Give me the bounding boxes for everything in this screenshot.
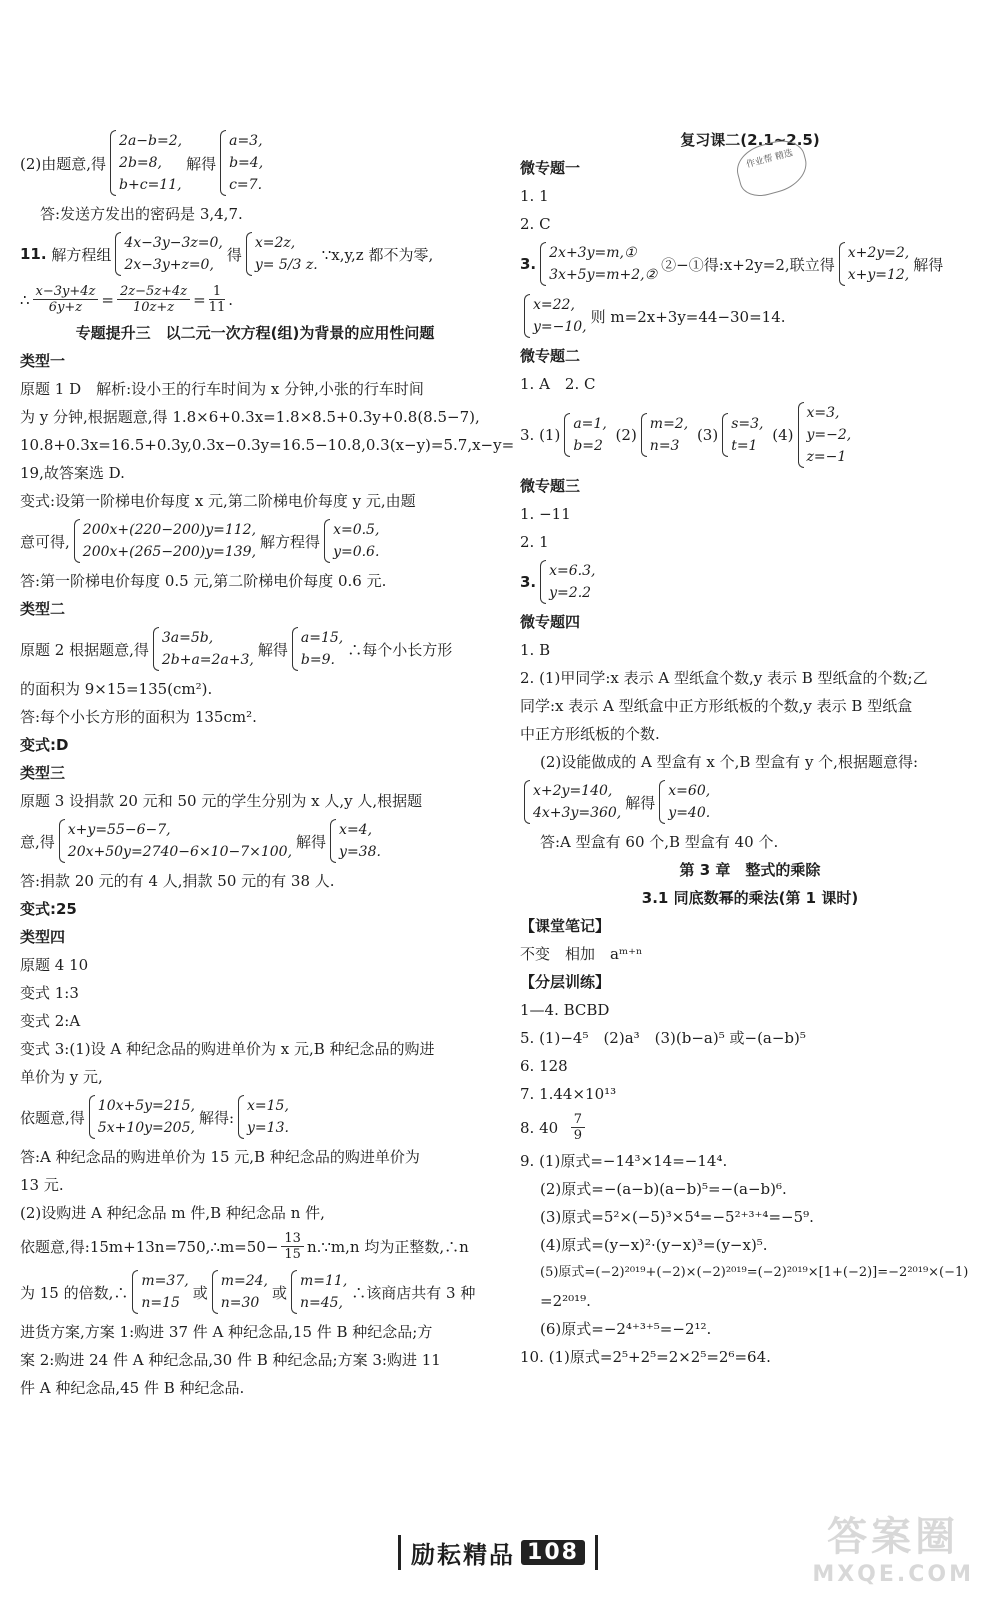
equation-row: m=24,: [220, 1273, 268, 1289]
micro-topic-2: 微专题二: [520, 347, 581, 365]
v4-1: 变式 1:3: [20, 984, 79, 1002]
equation-rows: [668, 780, 710, 824]
m2-item3-part3-label: (3): [696, 426, 719, 444]
equation-row: m=11,: [300, 1273, 348, 1289]
watermark-line1: 答案圈: [827, 1514, 960, 1560]
equation-row: y=2.2: [549, 585, 592, 601]
m4-solve-word: 解得: [625, 793, 656, 812]
q11: [20, 228, 490, 280]
q3-line1: 原题 3 设捐款 20 元和 50 元的学生分别为 x 人,y 人,根据题: [20, 792, 423, 810]
q3-system-line: [20, 815, 490, 867]
v4-3-solution-2: [212, 1270, 268, 1314]
q11-system-2: x=2z, y= 5/3 z.: [246, 232, 318, 276]
q2-solve-word: 解得: [257, 640, 288, 659]
equation-row: b=9.: [300, 652, 335, 668]
t1-4: 1—4. BCBD: [520, 1001, 610, 1019]
equation-row: x=60,: [668, 783, 711, 799]
m1-system-2: [839, 242, 910, 286]
q2-line2: 的面积为 9×15=135(cm²).: [20, 680, 213, 698]
v2: 变式:D: [20, 736, 69, 754]
v1-solve-word: 解方程得: [260, 532, 321, 551]
equation-row: y=38.: [339, 844, 381, 860]
equation-rows: [124, 232, 222, 276]
equation-row: n=30: [220, 1295, 260, 1311]
equation-row: x=22,: [533, 297, 575, 313]
m4-system-2: [659, 780, 710, 824]
equation-row: y=−2,: [806, 427, 852, 443]
q2-answer: 答:每个小长方形的面积为 135cm².: [20, 708, 257, 726]
equation-row: 200x+(265−200)y=139,: [82, 544, 257, 560]
m1-item3-number: 3.: [520, 255, 537, 273]
q1-line3: 10.8+0.3x=16.5+0.3y,0.3x−0.3y=16.5−10.8,0.3(x−y)=5.7,x−y=: [20, 436, 515, 454]
q11-get-word: 得: [226, 245, 242, 264]
type2-heading: 类型二: [20, 600, 66, 618]
equation-rows: [301, 627, 343, 671]
equation-row: t=1: [731, 438, 758, 454]
v1-system-line: [20, 515, 490, 567]
q2-system-2: [292, 627, 343, 671]
equation-row: 2x−3y+z=0,: [124, 257, 214, 273]
topic3-title: 专题提升三 以二元一次方程(组)为背景的应用性问题: [75, 324, 435, 342]
v4-3-system-2: [238, 1095, 289, 1139]
v4-3-part2-line6: 件 A 种纪念品,45 件 B 种纪念品.: [20, 1379, 245, 1397]
m1-item2: 2. C: [520, 215, 551, 233]
equation-row: m=2,: [649, 416, 689, 432]
m4-item2-line3: 中正方形纸板的个数.: [520, 725, 660, 743]
v4-3-part2-line3: [20, 1266, 490, 1318]
v4-3-part2-line4: 进货方案,方案 1:购进 37 件 A 种纪念品,15 件 B 种纪念品;方: [20, 1323, 433, 1341]
notes-content: 不变 相加 aᵐ⁺ⁿ: [520, 945, 643, 963]
m2-solution-4: [798, 402, 852, 468]
m2-item3: [520, 398, 980, 472]
or-word-1: 或: [192, 1283, 208, 1302]
equation-rows: [549, 242, 657, 286]
micro-topic-3: 微专题三: [520, 477, 581, 495]
equation-rows: [339, 819, 381, 863]
fraction-7-9: $\frac{7}{9}$: [571, 1112, 585, 1143]
fraction-13-15: $\frac{13}{15}$: [281, 1231, 304, 1262]
equation-row: a=15,: [300, 630, 344, 646]
t7: 7. 1.44×10¹³: [520, 1085, 617, 1103]
q10-part2: [20, 126, 490, 200]
q3-system-1: [59, 819, 292, 863]
equation-row: x+2y=140,: [533, 783, 613, 799]
equation-row: b=2: [573, 438, 603, 454]
t9-4: (4)原式=(y−x)²·(y−x)³=(y−x)⁵.: [540, 1236, 768, 1254]
equation-row: c=7.: [229, 177, 263, 193]
equation-row: x=15,: [247, 1098, 289, 1114]
q11-fraction-line: ∴ $\frac{x-3y+4z}{6y+z}$ = $\frac{2z-5z+4z}{10z+z}$ = $\frac{1}{11}$ .: [20, 284, 234, 315]
m1-system-1: [540, 242, 657, 286]
q3-prefix: 意,得: [20, 832, 55, 851]
equation-row: x+y=55−6−7,: [67, 822, 171, 838]
m4-item2-line4: (2)设能做成的 A 型盒有 x 个,B 型盒有 y 个,根据题意得:: [540, 753, 919, 771]
v4-3-answer2: 13 元.: [20, 1176, 64, 1194]
m4-item2-line1: 2. (1)甲同学:x 表示 A 型纸盒个数,y 表示 B 型纸盒的个数;乙: [520, 669, 928, 687]
notes-label: 【课堂笔记】: [520, 917, 611, 935]
equation-row: 10x+5y=215,: [97, 1098, 195, 1114]
t9-6: (6)原式=−2⁴⁺³⁺⁵=−2¹².: [540, 1320, 712, 1338]
equation-rows: [247, 1095, 289, 1139]
m2-item3-part1-label: 3. (1): [520, 426, 561, 444]
q11-prefix: 解方程组: [51, 245, 112, 264]
q2-prefix: 原题 2 根据题意,得: [20, 640, 149, 659]
t10: 10. (1)原式=2⁵+2⁵=2×2⁵=2⁶=64.: [520, 1348, 771, 1366]
v4-3-line2: 单价为 y 元,: [20, 1068, 103, 1086]
m3-item2: 2. 1: [520, 533, 549, 551]
m3-item3: [520, 556, 980, 608]
t9-2: (2)原式=−(a−b)(a−b)⁵=−(a−b)⁶.: [540, 1180, 787, 1198]
v4-3-multiple-text: 为 15 的倍数,∴: [20, 1283, 129, 1302]
v1-line1: 变式:设第一阶梯电价每度 x 元,第二阶梯电价每度 y 元,由题: [20, 492, 416, 510]
t8: [520, 1108, 980, 1147]
equation-row: z=−1: [806, 449, 847, 465]
equation-row: 2a−b=2,: [119, 133, 183, 149]
or-word-2: 或: [271, 1283, 287, 1302]
fraction-3: $\frac{1}{11}$: [208, 284, 226, 315]
equation-row: 3x+5y=m+2,②: [549, 267, 658, 283]
equation-rows: [650, 413, 688, 457]
m3-item3-number: 3.: [520, 573, 537, 591]
micro-topic-4: 微专题四: [520, 613, 581, 631]
q2-suffix: ∴每个小长方形: [347, 640, 453, 659]
q4: 原题 4 10: [20, 956, 89, 974]
equation-row: y=13.: [247, 1120, 289, 1136]
q11-number: 11.: [20, 245, 47, 263]
equation-row: x=0.5,: [333, 522, 380, 538]
v4-3-prefix: 依题意,得: [20, 1108, 85, 1127]
equation-rows: [533, 294, 587, 338]
t5: 5. (1)−4⁵ (2)a³ (3)(b−a)⁵ 或−(a−b)⁵: [520, 1029, 806, 1047]
v1-system-2: [324, 519, 379, 563]
left-column: [20, 126, 515, 1402]
equation-row: 2x+3y=m,①: [549, 245, 637, 261]
equation-rows: [573, 413, 606, 457]
m4-system-1: [524, 780, 621, 824]
v1-system-1: [74, 519, 256, 563]
v4-3-part2-line5: 案 2:购进 24 件 A 种纪念品,30 件 B 种纪念品;方案 3:购进 11: [20, 1351, 441, 1369]
equation-row: a=1,: [573, 416, 607, 432]
micro-topic-1: 微专题一: [520, 159, 581, 177]
equation-row: n=15: [141, 1295, 180, 1311]
m2-item3-part2-label: (2): [615, 426, 637, 444]
chapter3-title: 第 3 章 整式的乘除: [679, 861, 821, 879]
v4-3-solve-word: 解得:: [198, 1108, 235, 1127]
equation-row: 2b=8,: [119, 155, 162, 171]
equation-rows: [83, 519, 256, 563]
v4-3-system-line: [20, 1091, 490, 1143]
v4-2: 变式 2:A: [20, 1012, 81, 1030]
equation-rows: [229, 130, 263, 196]
equation-row: 200x+(220−200)y=112,: [82, 522, 257, 538]
equation-row: m=37,: [141, 1273, 189, 1289]
brand-text: 励耘精品: [411, 1541, 516, 1569]
equation-rows: [848, 242, 910, 286]
t6: 6. 128: [520, 1057, 568, 1075]
fraction-2: $\frac{2z-5z+4z}{10z+z}$: [117, 284, 190, 315]
m3-item1: 1. −11: [520, 505, 571, 523]
t9-3: (3)原式=5²×(−5)³×5⁴=−5²⁺³⁺⁴=−5⁹.: [540, 1208, 814, 1226]
q1-line1: 原题 1 D 解析:设小王的行车时间为 x 分钟,小张的行车时间: [20, 380, 424, 398]
type4-heading: 类型四: [20, 928, 66, 946]
q2-system-line: [20, 623, 490, 675]
m4-system-line: [520, 776, 980, 828]
equation-rows: [731, 413, 763, 457]
q3-solve-word: 解得: [296, 832, 327, 851]
m4-answer: 答:A 型盒有 60 个,B 型盒有 40 个.: [540, 833, 779, 851]
m2-item3-part4-label: (4): [772, 426, 794, 444]
page-number: 108: [521, 1540, 585, 1565]
equation-rows: [119, 130, 182, 196]
m1-result-text: 则 m=2x+3y=44−30=14.: [590, 307, 786, 326]
t9-1: 9. (1)原式=−14³×14=−14⁴.: [520, 1152, 728, 1170]
equation-rows: [162, 627, 254, 671]
m1-item3-text: ②−①得:x+2y=2,联立得: [661, 255, 835, 274]
stamp-logo: 作业帮 精选: [732, 135, 813, 201]
m4-item2-line2: 同学:x 表示 A 型纸盒中正方形纸板的个数,y 表示 B 型纸盒: [520, 697, 913, 715]
equation-row: x=6.3,: [549, 563, 596, 579]
m1-system-3: [524, 294, 587, 338]
m4-item1: 1. B: [520, 641, 551, 659]
q1-line4: 19,故答案选 D.: [20, 464, 125, 482]
equation-row: a=3,: [229, 133, 263, 149]
equation-rows: [68, 819, 292, 863]
m1-item3: [520, 238, 980, 290]
q1-line2: 为 y 分钟,根据题意,得 1.8×6+0.3x=1.8×8.5+0.3y+0.8(8.5−7),: [20, 408, 480, 426]
v1-prefix: 意可得,: [20, 532, 70, 551]
equation-row: 4x−3y−3z=0,: [124, 235, 223, 251]
m3-solution: [540, 560, 595, 604]
q11-system-1: [115, 232, 222, 276]
equation-row: x+2y=2,: [847, 245, 910, 261]
q10-system-2: [220, 130, 263, 196]
brand-logo: [398, 1535, 598, 1570]
watermark: [812, 1505, 974, 1587]
equation-row: 20x+50y=2740−6×10−7×100,: [67, 844, 293, 860]
type3-heading: 类型三: [20, 764, 66, 782]
v4-3-solution-1: [132, 1270, 188, 1314]
t9-5b: =2²⁰¹⁹.: [540, 1292, 591, 1310]
v1-answer: 答:第一阶梯电价每度 0.5 元,第二阶梯电价每度 0.6 元.: [20, 572, 387, 590]
q3-system-2: [330, 819, 381, 863]
v4-3-line1: 变式 3:(1)设 A 种纪念品的购进单价为 x 元,B 种纪念品的购进: [20, 1040, 435, 1058]
equation-row: y=0.6.: [333, 544, 380, 560]
q11-suffix: ∵x,y,z 都不为零,: [321, 245, 434, 264]
type1-heading: 类型一: [20, 352, 66, 370]
equation-row: x+y=12,: [847, 267, 910, 283]
equation-row: b+c=11,: [119, 177, 182, 193]
equation-rows: [221, 1270, 268, 1314]
equation-rows: [333, 519, 379, 563]
m1-solve-word: 解得: [913, 255, 944, 274]
equation-rows: [141, 1270, 188, 1314]
m2-solution-3: [722, 413, 763, 457]
v4-3-system-1: [89, 1095, 195, 1139]
m1-item3-result: [520, 290, 980, 342]
q10-solve-word: 解得: [186, 154, 217, 173]
v4-3-eq-text-2: n.∵m,n 均为正整数,∴n: [306, 1238, 469, 1256]
v4-3-part2-line2: [20, 1227, 490, 1266]
v4-3-part2-line1: (2)设购进 A 种纪念品 m 件,B 种纪念品 n 件,: [20, 1204, 325, 1222]
review-title: 复习课二(2.1~2.5): [680, 131, 820, 149]
equation-row: x=4,: [339, 822, 373, 838]
m2-solution-2: [641, 413, 688, 457]
q2-system-1: [153, 627, 254, 671]
watermark-line2: MXQE.COM: [812, 1562, 974, 1587]
equation-rows: [549, 560, 595, 604]
v4-3-answer1: 答:A 种纪念品的购进单价为 15 元,B 种纪念品的购进单价为: [20, 1148, 420, 1166]
equation-row: b=4,: [229, 155, 264, 171]
equation-row: 5x+10y=205,: [97, 1120, 195, 1136]
t8-text: 8. 40: [520, 1118, 559, 1137]
equation-row: 2b+a=2a+3,: [161, 652, 254, 668]
q3-answer: 答:捐款 20 元的有 4 人,捐款 50 元的有 38 人.: [20, 872, 335, 890]
equation-row: y=−10,: [533, 319, 587, 335]
m1-item1: 1. 1: [520, 187, 549, 205]
q10-part2-prefix: (2)由题意,得: [20, 154, 107, 173]
equation-row: 4x+3y=360,: [533, 805, 622, 821]
t9-5: (5)原式=(−2)²⁰¹⁹+(−2)×(−2)²⁰¹⁹=(−2)²⁰¹⁹×[1+(−2)]=−2²⁰¹⁹×(−1): [540, 1265, 969, 1280]
m2-items12: 1. A 2. C: [520, 375, 596, 393]
training-label: 【分层训练】: [520, 973, 611, 991]
v4-3-conclusion: ∴该商店共有 3 种: [351, 1283, 476, 1302]
equation-row: n=3: [649, 438, 680, 454]
q10-answer: 答:发送方发出的密码是 3,4,7.: [40, 205, 243, 223]
equation-rows: [300, 1270, 347, 1314]
equation-row: x=3,: [806, 405, 840, 421]
right-column: [520, 126, 980, 1371]
equation-row: n=45,: [300, 1295, 344, 1311]
m2-solution-1: [564, 413, 606, 457]
equation-row: 3a=5b,: [161, 630, 214, 646]
section31-title: 3.1 同底数幂的乘法(第 1 课时): [641, 889, 859, 907]
equation-row: y=40.: [668, 805, 711, 821]
equation-rows: [533, 780, 621, 824]
fraction-1: $\frac{x-3y+4z}{6y+z}$: [33, 284, 99, 315]
v4-3-eq-text: 依题意,得:15m+13n=750,∴m=50−: [20, 1238, 279, 1256]
q10-system-1: [110, 130, 182, 196]
equation-rows: [807, 402, 852, 468]
v4-3-solution-3: [291, 1270, 347, 1314]
therefore-symbol: ∴: [20, 290, 30, 309]
equation-row: s=3,: [731, 416, 764, 432]
v3: 变式:25: [20, 900, 77, 918]
equation-rows: [98, 1095, 195, 1139]
